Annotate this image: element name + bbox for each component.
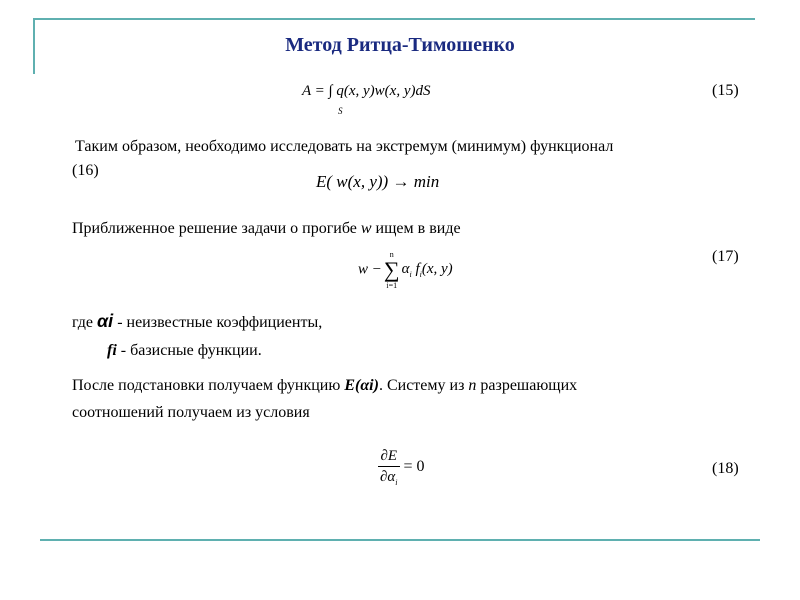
e-alpha-symbol: E(αi) (344, 377, 379, 394)
eq17-upper: n (389, 250, 394, 259)
eq16-number: (16) (72, 162, 99, 179)
p3-t3: разрешающих (476, 377, 578, 394)
eq15-formula: A = ∫ q(x, y)w(x, y)dS (302, 83, 431, 99)
equation-18 (378, 446, 425, 488)
paragraph-3-line-2: соотношений получаем из условия (72, 404, 310, 421)
eq18-numerator: ∂E (380, 448, 398, 464)
top-rule (33, 18, 755, 20)
slide-title: Метод Ритца-Тимошенко (285, 34, 515, 56)
eq18-number: (18) (712, 460, 739, 477)
sigma-stack (384, 250, 400, 290)
eq17-lower: i=1 (386, 281, 398, 290)
p3-t2: . Систему из (378, 377, 469, 394)
p2-var: w (360, 220, 372, 237)
paragraph-2 (72, 220, 461, 238)
p3-t1: После подстановки получаем функцию (72, 377, 345, 394)
eq18-den-sub: i (395, 478, 398, 487)
eq17-lhs: w − (358, 261, 382, 278)
partial-fraction (378, 446, 400, 488)
alpha-i-symbol: αi (97, 311, 114, 331)
p2-rest: ищем в виде (371, 220, 461, 237)
fi-symbol: fi (107, 342, 117, 359)
p3-n: n (468, 377, 477, 394)
paragraph-1: Таким образом, необходимо исследовать на экстремум (минимум) функционал (75, 138, 614, 155)
eq17-alpha: α (401, 261, 410, 277)
eq15-number: (15) (712, 82, 739, 99)
eq15-subscript: S (338, 106, 343, 116)
where-alpha (72, 311, 322, 332)
where-f (107, 342, 262, 360)
equation-17 (358, 250, 453, 290)
bottom-rule (40, 539, 760, 541)
p2-text: Приближенное решение задачи о прогибе (72, 220, 361, 237)
eq17-f: f (415, 261, 420, 277)
eq18-denominator: ∂α (380, 469, 396, 485)
eq17-f-sub: i (419, 270, 422, 279)
equation-15 (302, 82, 431, 100)
eq17-number: (17) (712, 248, 739, 265)
where-alpha-text: - неизвестные коэффициенты, (113, 314, 323, 331)
where-prefix: где (72, 314, 98, 331)
equation-16: E( w(x, y)) → min (316, 172, 440, 191)
eq17-args: (x, y) (421, 261, 453, 277)
eq17-alpha-sub: i (409, 270, 412, 279)
paragraph-3-line-1 (72, 377, 577, 395)
sigma-symbol: ∑ (383, 257, 400, 282)
where-f-text: - базисные функции. (116, 342, 262, 359)
eq18-rhs: = 0 (403, 458, 425, 475)
